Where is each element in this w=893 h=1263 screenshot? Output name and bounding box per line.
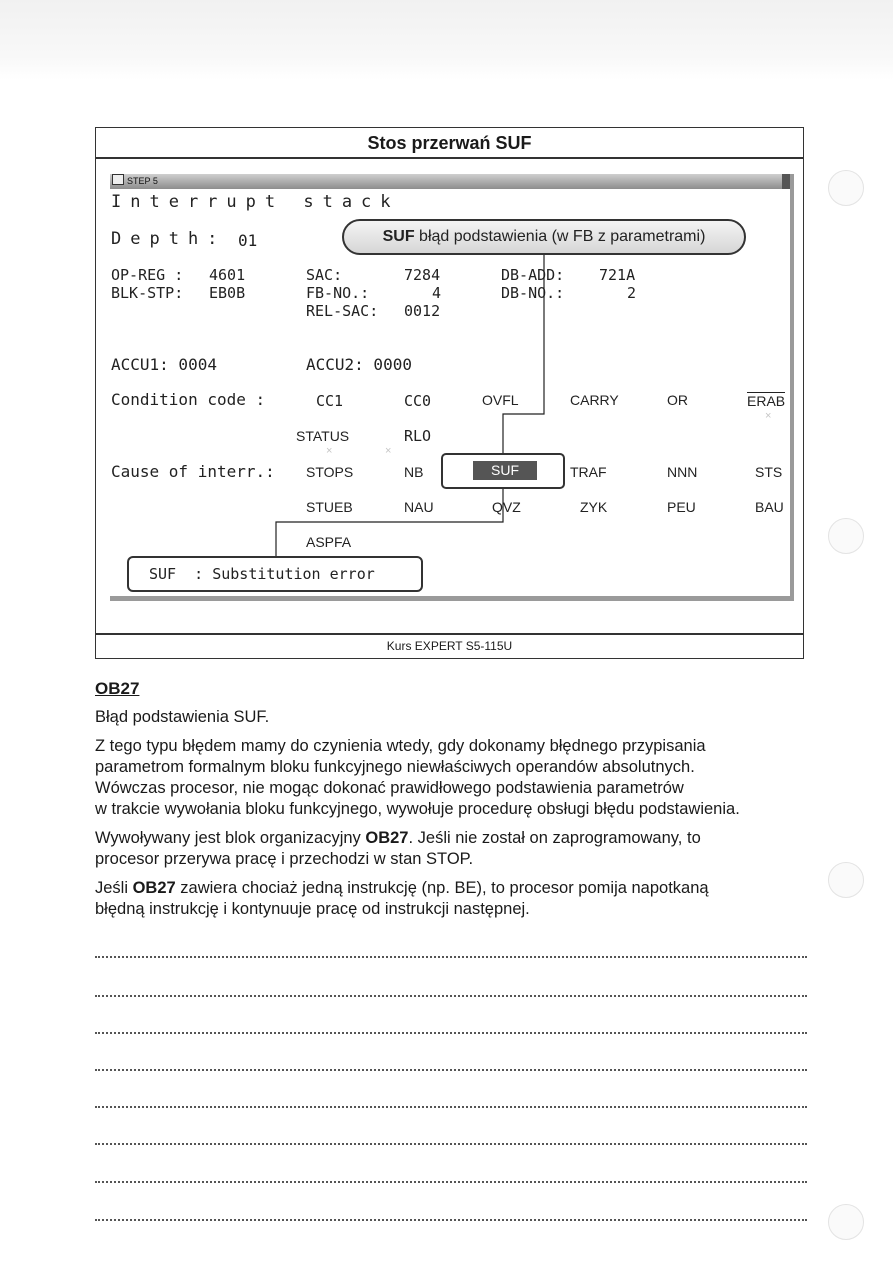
aspfa-cause: ASPFA (306, 534, 352, 550)
note-line[interactable] (95, 1032, 807, 1034)
faint-x-mark: × (326, 445, 333, 457)
error-message-box (127, 556, 423, 592)
db-no-value: 2 (627, 284, 637, 302)
ob27-section (95, 678, 810, 928)
callout-bold: SUF (382, 228, 415, 245)
rel-sac-value: 0012 (404, 302, 441, 320)
stops-cause: STOPS (306, 464, 354, 480)
ob27-bold: OB27 (365, 829, 409, 847)
note-line[interactable] (95, 1181, 807, 1183)
blk-stp-label: BLK-STP: (111, 284, 184, 302)
note-line[interactable] (95, 956, 807, 958)
note-line[interactable] (95, 1106, 807, 1108)
paragraph-4-text: zawiera chociaż jedną instrukcję (np. BE), to procesor pomija napotkaną (175, 879, 709, 897)
depth-label: Depth: (111, 229, 227, 249)
paragraph-2-line: w trakcie wywołania bloku funkcyjnego, wywołuje procedurę obsługi błędu podstawienia. (95, 800, 740, 818)
paragraph-3 (95, 828, 810, 870)
sts-cause: STS (755, 464, 783, 480)
step5-screen (110, 174, 794, 601)
nnn-cause: NNN (667, 464, 698, 480)
paragraph-2-line: Wówczas procesor, nie mogąc dokonać prawidłowego podstawienia parametrów (95, 779, 684, 797)
rel-sac-label: REL-SAC: (306, 302, 379, 320)
traf-cause: TRAF (570, 464, 607, 480)
db-add-value: 721A (599, 266, 636, 284)
ovfl-code: OVFL (482, 392, 519, 408)
stueb-cause: STUEB (306, 499, 353, 515)
note-line[interactable] (95, 1143, 807, 1145)
carry-code: CARRY (570, 392, 619, 408)
suf-callout (342, 219, 746, 255)
db-add-label: DB-ADD: (501, 266, 565, 284)
nb-cause: NB (404, 464, 424, 480)
op-reg-label: OP-REG : (111, 266, 184, 284)
figure-title: Stos przerwań SUF (96, 128, 803, 159)
note-line[interactable] (95, 995, 807, 997)
nau-cause: NAU (404, 499, 434, 515)
condition-label: Condition code : (111, 390, 266, 409)
scan-shadow (0, 0, 893, 80)
sac-value: 7284 (404, 266, 441, 284)
paragraph-2-line: Z tego typu błędem mamy do czynienia wtedy, gdy dokonamy błędnego przypisania (95, 737, 706, 755)
faint-x-mark: × (765, 410, 772, 422)
qvz-cause: QVZ (492, 499, 521, 515)
peu-cause: PEU (667, 499, 696, 515)
fb-no-label: FB-NO.: (306, 284, 370, 302)
suf-cause: SUF (473, 461, 537, 480)
paragraph-3-text: procesor przerywa pracę i przechodzi w stan STOP. (95, 850, 474, 868)
erab-code: ERAB (747, 393, 786, 409)
cause-label: Cause of interr.: (111, 462, 275, 481)
depth-value: 01 (238, 231, 258, 250)
error-text: SUF : Substitution error (149, 565, 375, 583)
screen-heading: Interrupt stack (111, 192, 400, 212)
paragraph-4-text: błędną instrukcję i kontynuuje pracę od instrukcji następnej. (95, 900, 530, 918)
cc0-code: CC0 (404, 392, 432, 410)
paragraph-4 (95, 878, 810, 920)
paragraph-2 (95, 736, 810, 820)
paragraph-4-text: Jeśli (95, 879, 133, 897)
faint-x-mark: × (385, 445, 392, 457)
cc1-code: CC1 (316, 392, 344, 410)
db-no-label: DB-NO.: (501, 284, 565, 302)
paragraph-3-text: Wywoływany jest blok organizacyjny (95, 829, 366, 847)
accu1: ACCU1: 0004 (111, 355, 217, 374)
sac-label: SAC: (306, 266, 343, 284)
op-reg-value: 4601 (209, 266, 246, 284)
bau-cause: BAU (755, 499, 784, 515)
section-heading: OB27 (95, 679, 140, 698)
punch-hole (828, 862, 864, 898)
punch-hole (828, 1204, 864, 1240)
status-flag: STATUS (296, 428, 350, 444)
fb-no-value: 4 (432, 284, 442, 302)
blk-stp-value: EB0B (209, 284, 246, 302)
figure-footer: Kurs EXPERT S5-115U (96, 633, 803, 658)
paragraph-1: Błąd podstawienia SUF. (95, 708, 270, 726)
paragraph-3-text: . Jeśli nie został on zaprogramowany, to (408, 829, 701, 847)
paragraph-2-line: parametrom formalnym bloku funkcyjnego niewłaściwych operandów absolutnych. (95, 758, 695, 776)
rlo-flag: RLO (404, 427, 432, 445)
or-code: OR (667, 392, 688, 408)
note-line[interactable] (95, 1069, 807, 1071)
note-line[interactable] (95, 1219, 807, 1221)
punch-hole (828, 518, 864, 554)
zyk-cause: ZYK (580, 499, 608, 515)
ob27-bold: OB27 (132, 879, 176, 897)
window-title: STEP 5 (127, 176, 158, 186)
callout-text: błąd podstawienia (w FB z parametrami) (414, 228, 706, 245)
accu2: ACCU2: 0000 (306, 355, 412, 374)
figure-frame (95, 127, 804, 659)
punch-hole (828, 170, 864, 206)
